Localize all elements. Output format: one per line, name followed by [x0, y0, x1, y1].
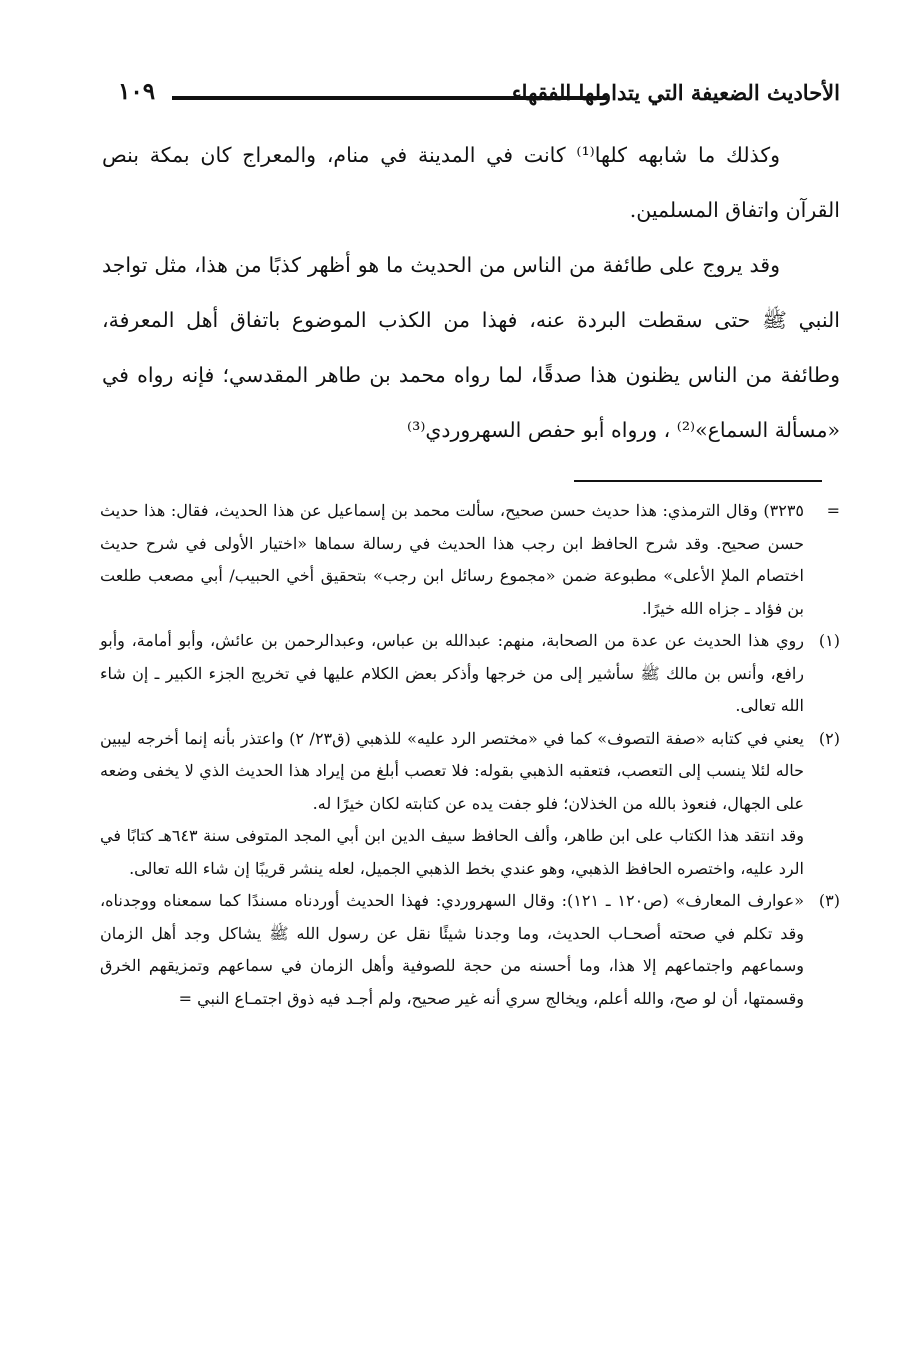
footnote-2: [100, 723, 840, 821]
header-title: الأحاديث الضعيفة التي يتداولها الفقهاء: [511, 80, 840, 105]
footnote-text: روي هذا الحديث عن عدة من الصحابة، منهم: عبدالله بن عباس، وعبدالرحمن بن عائش، وأبو أمامة، وأبو رافع، وأنس بن مالك ﷺ سأشير إلى من خرجها وأذكر بعض الكلام عليها في تخريج الجزء الكبير ـ إن شاء الله تعالى.: [100, 631, 804, 715]
footnote-mark: =: [826, 501, 840, 520]
footnote-text: يعني في كتابه «صفة التصوف» كما في «مختصر الرد عليه» للذهبي (ق٢٣/ ٢) واعتذر بأنه إنما أخرجه ليبين حاله لئلا ينسب إلى التعصب، فتعقبه الذهبي بقوله: فلا تعصب أبلغ من إيراد هذا الحديث الذي لا يخفى وضعه على الجهال، فنعوذ بالله من الخذلان؛ فلو جفت يده عن كتابته لكان خيرًا له.: [100, 728, 804, 813]
footnote-text: ٣٢٣٥) وقال الترمذي: هذا حديث حسن صحيح، سألت محمد بن إسماعيل عن هذا الحديث، فقال: هذا حديث حسن صحيح. وقد شرح الحافظ ابن رجب هذا الحديث في رسالة سماها «اختيار الأولى في شرح حديث اختصام الملإ الأعلى» مطبوعة ضمن «مجموع رسائل ابن رجب» بتحقيق أخي الحبيب/ أبي مصعب طلعت بن فؤاد ـ جزاه الله خيرًا.: [100, 501, 804, 618]
footnote-text: وقد انتقد هذا الكتاب على ابن طاهر، وألف الحافظ سيف الدين ابن أبي المجد المتوفى سنة ٦٤٣هـ كتابًا في الرد عليه، واختصره الحافظ الذهبي، وهو عندي بخط الذهبي الجميل، لعله ينشر قريبًا إن شاء الله تعالى.: [100, 826, 804, 878]
footnote-continuation: [100, 495, 840, 625]
footnote-3: [100, 885, 840, 1015]
footnote-separator: [574, 480, 822, 482]
footnote-text: «عوارف المعارف» (ص١٢٠ ـ ١٢١): وقال السهروردي: فهذا الحديث أوردناه مسندًا كما سمعناه ووجدناه، وقد تكلم في صحته أصحـاب الحديث، وما وجدنا شيئًا نقل عن رسول الله ﷺ يشاكل وجد أهل الزمان وسماعهم واجتماعهم إلا هذا، وما أحسنه من حجة للصوفية وأهل الزمان في سماعهم وتمزيقهم الخرق وقسمتها، أن لو صح، والله أعلم، ويخالج سري أنه غير صحيح، ولم أجـد فيه ذوق اجتمـاع النبي =: [100, 891, 805, 1008]
header-rule: [172, 96, 607, 100]
footnote-1: [100, 625, 840, 723]
running-header: [110, 78, 840, 118]
footnotes: [100, 495, 840, 1015]
footnote-mark: (٢): [818, 728, 840, 748]
paragraph: وقد يروج على طائفة من الناس من الحديث ما هو أظهر كذبًا من هذا، مثل تواجد النبي ﷺ حتى سقطت البردة عنه، فهذا من الكذب الموضوع باتفاق أهل المعرفة، وطائفة من الناس يظنون هذا صدقًا، لما رواه محمد بن طاهر المقدسي؛ فإنه رواه في «مسألة السماع»⁽²⁾ ، ورواه أبو حفص السهروردي⁽³⁾: [102, 253, 840, 442]
footnote-mark: (١): [818, 631, 840, 650]
footnote-mark: (٣): [818, 891, 840, 910]
page-number: ١٠٩: [118, 78, 156, 105]
main-text: [102, 128, 840, 458]
paragraph: وكذلك ما شابهه كلها⁽¹⁾ كانت في المدينة في منام، والمعراج كان بمكة بنص القرآن واتفاق المسلمين.: [102, 143, 840, 222]
